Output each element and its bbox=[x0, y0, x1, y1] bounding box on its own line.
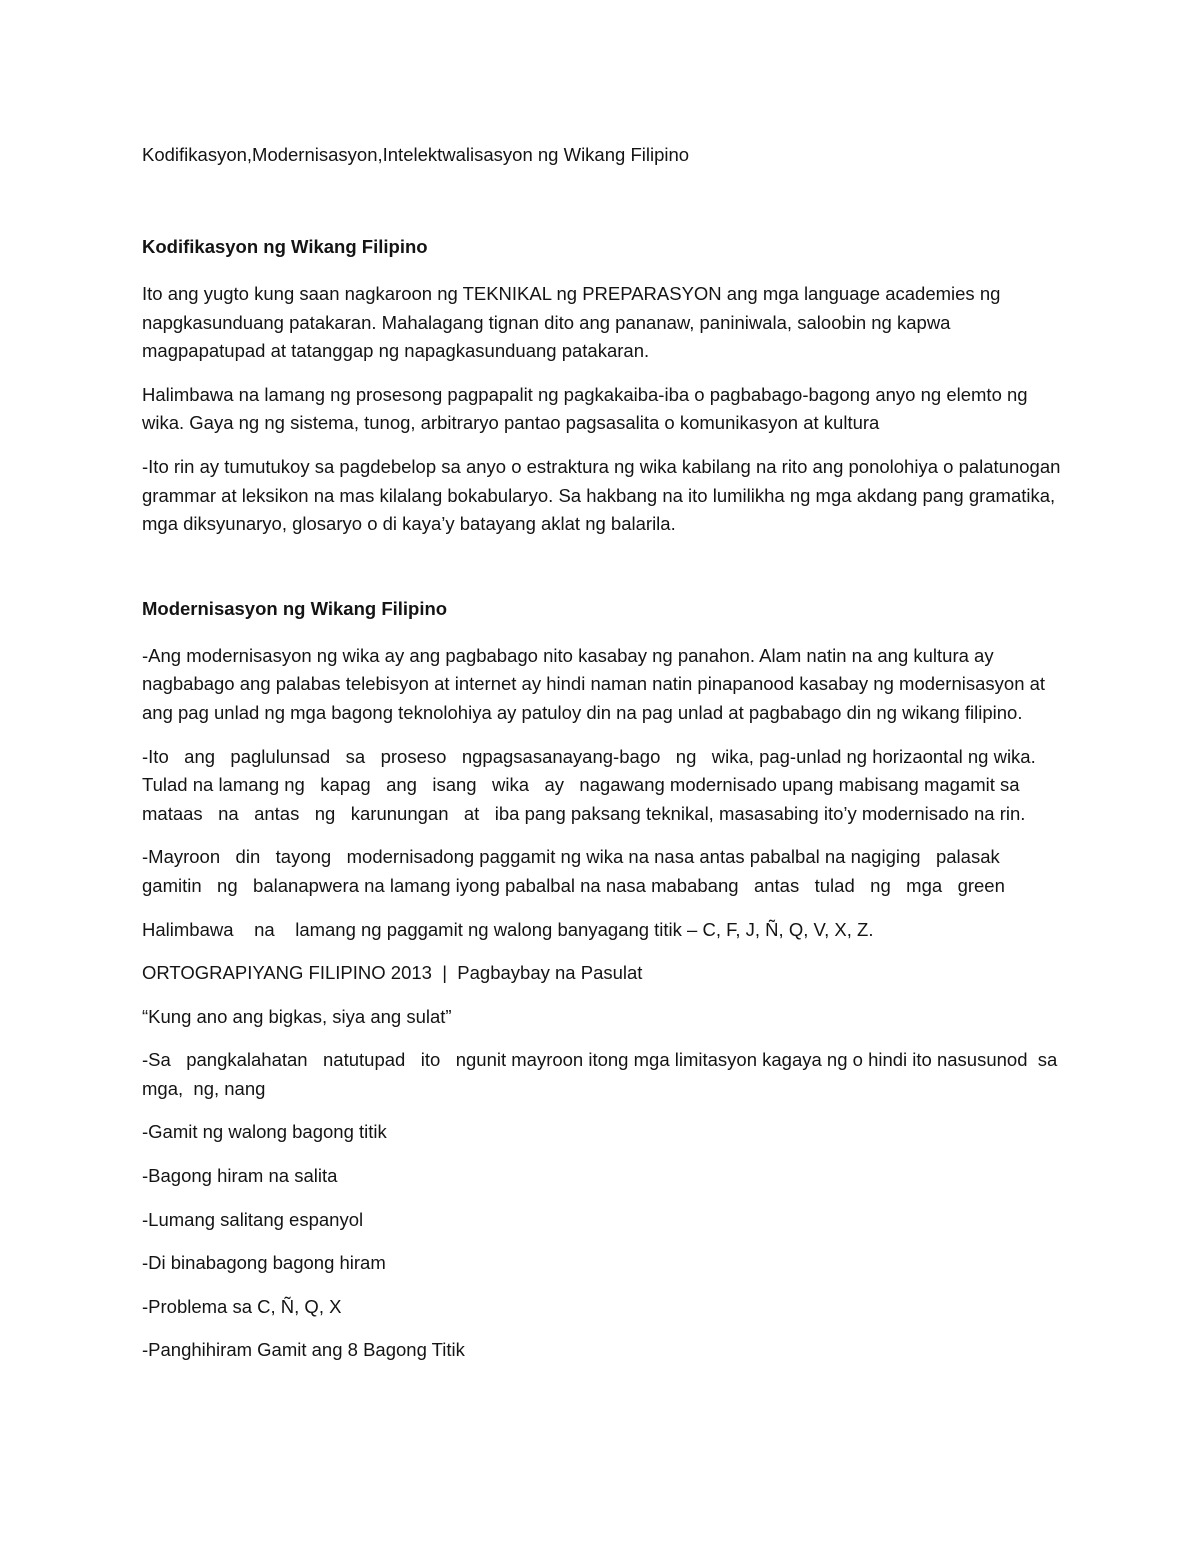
paragraph: -Ito rin ay tumutukoy sa pagdebelop sa anyo o estraktura ng wika kabilang na rito ang ponolohiya o palatunogan grammar at leksikon na mas kilalang bokabularyo. Sa hakbang na ito lumilikha ng mga akdang pang gramatika, mga diksyunaryo, glosaryo o di kaya’y batayang aklat ng balarila. bbox=[142, 455, 1066, 535]
list-item: -Panghihiram Gamit ang 8 Bagong Titik bbox=[142, 1339, 465, 1361]
paragraph: “Kung ano ang bigkas, siya ang sulat” bbox=[142, 1005, 452, 1027]
document-page bbox=[142, 141, 1068, 1380]
paragraph: Halimbawa na lamang ng prosesong pagpapalit ng pagkakaiba-iba o pagbabago-bagong anyo ng elemto ng wika. Gaya ng ng sistema, tunog, arbitraryo pantao pagsasalita o komunikasyon at kultura bbox=[142, 383, 1033, 434]
list-item: -Di binabagong bagong hiram bbox=[142, 1252, 386, 1274]
paragraph: -Ito ang paglulunsad sa proseso ngpagsasanayang-bago ng wika, pag-unlad ng horizaontal ng wika. Tulad na lamang ng kapag ang isang wika ay nagawang modernisado upang mabisang magamit sa mataas na antas ng karunungan at iba pang paksang teknikal, masasabing ito’y modernisado na rin. bbox=[142, 745, 1041, 824]
list-item: -Problema sa C, Ñ, Q, X bbox=[142, 1295, 342, 1317]
paragraph: ORTOGRAPIYANG FILIPINO 2013 | Pagbaybay na Pasulat bbox=[142, 962, 643, 984]
paragraph: -Ang modernisasyon ng wika ay ang pagbabago nito kasabay ng panahon. Alam natin na ang kultura ay nagbabago ang palabas telebisyon at internet ay hindi naman natin pinapanood kasabay ng modernisasyon at ang pag unlad ng mga bagong teknolohiya ay patuloy din na pag unlad at pagbabago din ng wikang filipino. bbox=[142, 644, 1051, 723]
list-item: -Bagong hiram na salita bbox=[142, 1165, 338, 1187]
paragraph: -Sa pangkalahatan natutupad ito ngunit mayroon itong mga limitasyon kagaya ng o hindi ito nasusunod sa mga, ng, nang bbox=[142, 1049, 1068, 1099]
list-item: -Gamit ng walong bagong titik bbox=[142, 1121, 387, 1143]
section-spacer bbox=[142, 554, 1062, 595]
list-item: -Lumang salitang espanyol bbox=[142, 1208, 364, 1230]
section-heading-modernisasyon: Modernisasyon ng Wikang Filipino bbox=[142, 597, 448, 619]
document-title: Kodifikasyon,Modernisasyon,Intelektwalisasyon ng Wikang Filipino bbox=[142, 144, 690, 165]
section-heading-kodifikasyon: Kodifikasyon ng Wikang Filipino bbox=[142, 236, 428, 257]
paragraph: Halimbawa na lamang ng paggamit ng walong banyagang titik – C, F, J, Ñ, Q, V, X, Z. bbox=[142, 918, 874, 940]
paragraph: -Mayroon din tayong modernisadong paggamit ng wika na nasa antas pabalbal na nagiging palasak gamitin ng balanapwera na lamang iyong pabalbal na nasa mababang antas tulad ng mga green bbox=[142, 846, 1005, 896]
paragraph: Ito ang yugto kung saan nagkaroon ng TEKNIKAL ng PREPARASYON ang mga language academies ng napgkasunduang patakaran. Mahalagang tignan dito ang pananaw, paniniwala, saloobin ng kapwa magpapatupad at tatanggap ng napagkasunduang patakaran. bbox=[142, 283, 1006, 362]
